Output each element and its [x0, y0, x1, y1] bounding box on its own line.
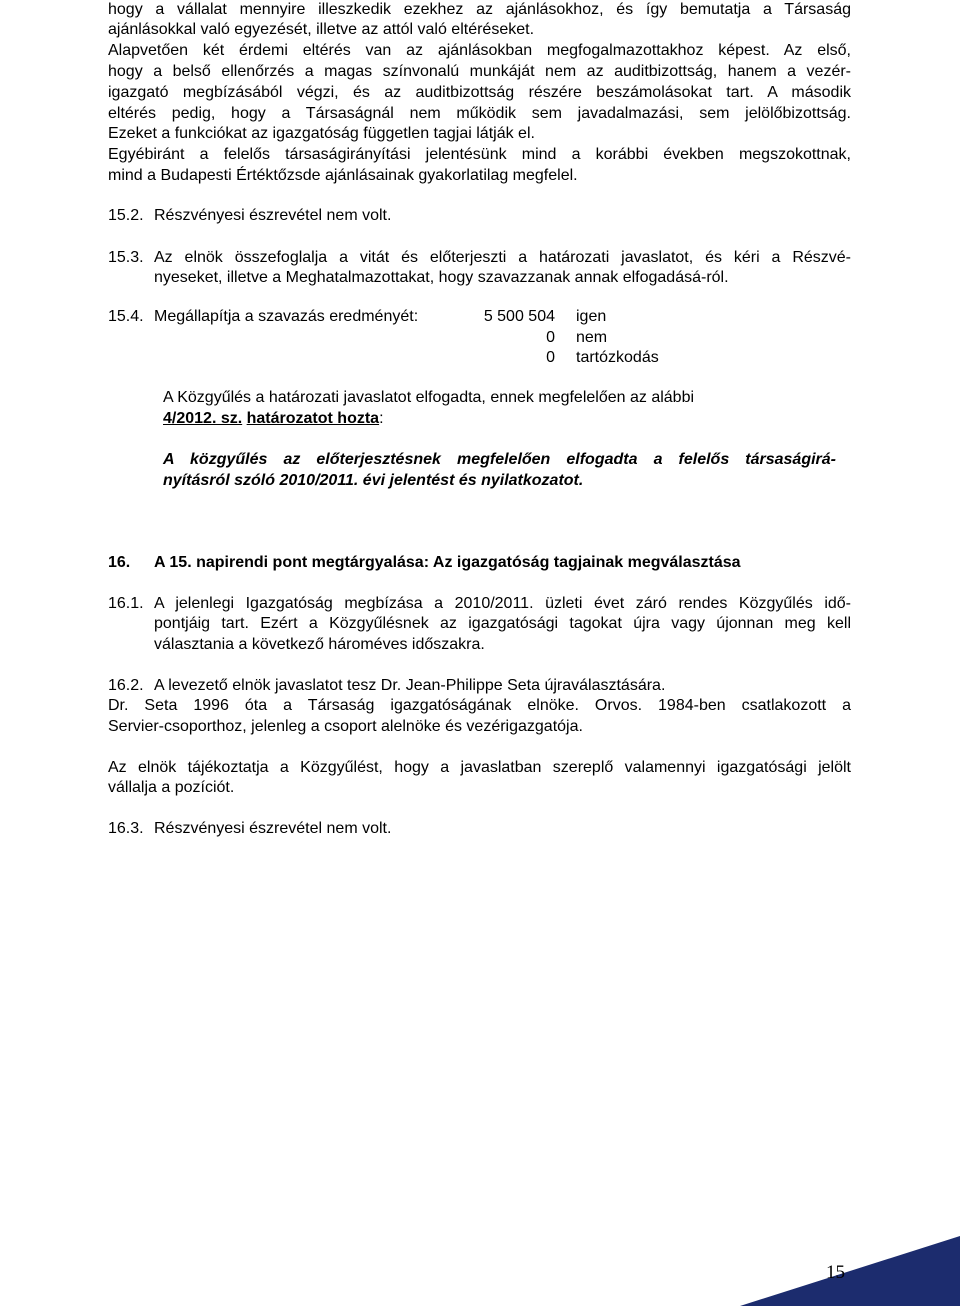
section-15-3-line-1: [108, 248, 851, 268]
acceptance-line: A Közgyűlés a határozati javaslatot elfogadta, ennek megfelelően az alábbi: [163, 389, 695, 406]
intro-line-4: hogy a belső ellenőrzés a magas színvonalú munkáját nem az auditbizottság, hanem a vezér-: [108, 63, 851, 80]
corner-decoration: [740, 1236, 960, 1306]
section-15-2: [108, 206, 851, 226]
intro-line-3: Alapvetően két érdemi eltérés van az ajánlásokban megfogalmazottakhoz képest. Az első,: [108, 42, 851, 59]
section-16-3-label: 16.3.: [108, 820, 144, 837]
section-15-4-label: 15.4.: [108, 308, 144, 325]
resolution-label: határozatot hozta: [246, 410, 380, 427]
section-16-2-line-3: Servier-csoporthoz, jelenleg a csoport alelnöke és vezérigazgatója.: [108, 718, 583, 735]
intro-line-8: Egyébiránt a felelős társaságirányítási jelentésünk mind a korábbi években megszokottnak,: [108, 146, 851, 163]
section-16-2-line-1: [108, 676, 851, 696]
resolution-number: 4/2012. sz.: [163, 410, 243, 427]
vote-word-abstain: tartózkodás: [576, 349, 659, 366]
section-16-1-line-3: választania a következő hároméves időszakra.: [154, 636, 485, 653]
vote-count-yes: 5 500 504: [483, 308, 555, 325]
resolution-colon: :: [379, 410, 384, 427]
section-16-2-label: 16.2.: [108, 677, 144, 694]
resolution-title: [163, 409, 803, 429]
section-16-heading: [108, 553, 851, 573]
section-16-3-text: Részvényesi észrevétel nem volt.: [154, 820, 392, 837]
intro-line-1: hogy a vállalat mennyire illeszkedik ezekhez az ajánlásokhoz, és így bemutatja a Társaság: [108, 1, 851, 18]
section-15-3-text-1: Az elnök összefoglalja a vitát és előterjeszti a határozati javaslatot, és kéri a Részvé-: [154, 249, 851, 266]
intro-line-2: ajánlásokkal való egyezését, illetve az attól való eltéréseket.: [108, 21, 535, 38]
intro-line-9: mind a Budapesti Értéktőzsde ajánlásainak gyakorlatilag megfelel.: [108, 167, 578, 184]
chair-info-line-1: Az elnök tájékoztatja a Közgyűlést, hogy a javaslatban szereplő valamennyi igazgatósági jelölt: [108, 759, 851, 776]
section-16-3: [108, 819, 851, 839]
section-15-2-label: 15.2.: [108, 207, 144, 224]
resolution-text-line-2: nyításról szóló 2010/2011. évi jelentést és nyilatkozatot.: [163, 472, 584, 489]
section-15-4-text: Megállapítja a szavazás eredményét:: [154, 308, 419, 325]
section-16-2-text-1: A levezető elnök javaslatot tesz Dr. Jean-Philippe Seta újraválasztására.: [154, 677, 666, 694]
vote-word-no: nem: [576, 329, 608, 346]
section-16-1-line-1: [108, 594, 851, 614]
section-16-label: 16.: [108, 554, 131, 571]
chair-info-line-2: vállalja a pozíciót.: [108, 779, 235, 796]
section-15-3-line-2: nyeseket, illetve a Meghatalmazottakat, hogy szavazzanak annak elfogadásá-ról.: [154, 269, 729, 286]
section-15-3-label: 15.3.: [108, 249, 144, 266]
intro-line-5: igazgató megbízásából végzi, és az auditbizottság részére beszámolásokat tart. A második: [108, 84, 851, 101]
vote-word-yes: igen: [576, 308, 607, 325]
intro-line-6: eltérés pedig, hogy a Társaságnál nem működik sem javadalmazási, sem jelölőbizottság.: [108, 105, 851, 122]
section-15-2-text: Részvényesi észrevétel nem volt.: [154, 207, 392, 224]
intro-line-7: Ezeket a funkciókat az igazgatóság független tagjai látják el.: [108, 125, 535, 142]
section-16-1-text-1: A jelenlegi Igazgatóság megbízása a 2010/2011. üzleti évet záró rendes Közgyűlés idő-: [154, 595, 851, 612]
section-16-1-label: 16.1.: [108, 595, 144, 612]
section-16-2-line-2: Dr. Seta 1996 óta a Társaság igazgatóságának elnöke. Orvos. 1984-ben csatlakozott a: [108, 697, 851, 714]
section-16-1-line-2: pontjáig tart. Ezért a Közgyűlésnek az igazgatósági tagokat újra vagy újonnan meg kell: [154, 615, 851, 632]
page-number: 15: [826, 1262, 845, 1283]
vote-count-no: 0: [546, 329, 555, 346]
section-16-title: A 15. napirendi pont megtárgyalása: Az igazgatóság tagjainak megválasztása: [154, 554, 741, 571]
resolution-text-line-1: A közgyűlés az előterjesztésnek megfelelően elfogadta a felelős társaságirá-: [163, 451, 836, 468]
vote-count-abstain: 0: [546, 349, 555, 366]
